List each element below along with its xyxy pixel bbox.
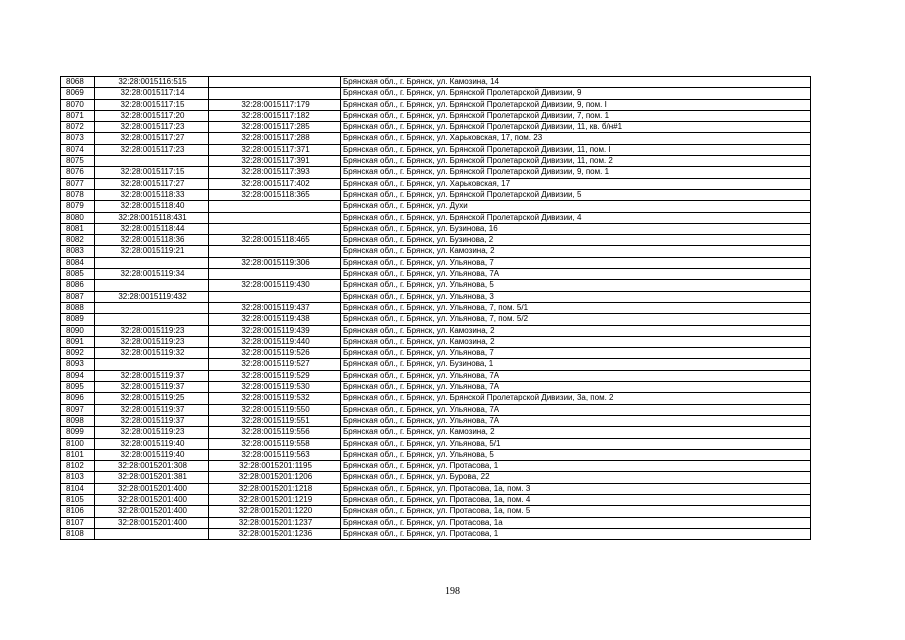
row-number-cell: 8103	[61, 472, 95, 483]
row-number-cell: 8093	[61, 359, 95, 370]
cadastral-number-cell: 32:28:0015116:515	[95, 77, 209, 88]
row-number-cell: 8085	[61, 269, 95, 280]
secondary-cadastral-number-cell: 32:28:0015117:182	[209, 110, 341, 121]
secondary-cadastral-number-cell: 32:28:0015201:1218	[209, 483, 341, 494]
secondary-cadastral-number-cell: 32:28:0015119:551	[209, 415, 341, 426]
cadastral-number-cell	[95, 528, 209, 539]
cadastral-number-cell: 32:28:0015118:40	[95, 201, 209, 212]
secondary-cadastral-number-cell: 32:28:0015201:1220	[209, 506, 341, 517]
table-row	[61, 122, 811, 133]
address-cell: Брянская обл., г. Брянск, ул. Ульянова, 7А	[341, 382, 811, 393]
table-row	[61, 235, 811, 246]
cadastral-number-cell: 32:28:0015118:431	[95, 212, 209, 223]
row-number-cell: 8100	[61, 438, 95, 449]
secondary-cadastral-number-cell: 32:28:0015117:371	[209, 144, 341, 155]
table-row	[61, 483, 811, 494]
table-row	[61, 359, 811, 370]
row-number-cell: 8075	[61, 156, 95, 167]
table-row	[61, 461, 811, 472]
cadastral-number-cell	[95, 280, 209, 291]
cadastral-number-cell: 32:28:0015119:40	[95, 449, 209, 460]
cadastral-number-cell: 32:28:0015117:15	[95, 99, 209, 110]
address-cell: Брянская обл., г. Брянск, ул. Брянской Пролетарской Дивизии, 11, кв. б/н#1	[341, 122, 811, 133]
cadastral-number-cell: 32:28:0015118:36	[95, 235, 209, 246]
row-number-cell: 8104	[61, 483, 95, 494]
row-number-cell: 8084	[61, 257, 95, 268]
table-row	[61, 472, 811, 483]
row-number-cell: 8076	[61, 167, 95, 178]
table-row	[61, 167, 811, 178]
table-row	[61, 269, 811, 280]
table-row	[61, 427, 811, 438]
row-number-cell: 8089	[61, 314, 95, 325]
address-cell: Брянская обл., г. Брянск, ул. Камозина, 2	[341, 325, 811, 336]
row-number-cell: 8077	[61, 178, 95, 189]
cadastral-number-cell: 32:28:0015201:400	[95, 517, 209, 528]
table-row	[61, 201, 811, 212]
row-number-cell: 8088	[61, 302, 95, 313]
row-number-cell: 8097	[61, 404, 95, 415]
table-row	[61, 88, 811, 99]
row-number-cell: 8086	[61, 280, 95, 291]
cadastral-number-cell: 32:28:0015118:44	[95, 223, 209, 234]
row-number-cell: 8101	[61, 449, 95, 460]
secondary-cadastral-number-cell: 32:28:0015119:430	[209, 280, 341, 291]
table-row	[61, 348, 811, 359]
row-number-cell: 8098	[61, 415, 95, 426]
secondary-cadastral-number-cell: 32:28:0015119:306	[209, 257, 341, 268]
table-row	[61, 246, 811, 257]
secondary-cadastral-number-cell	[209, 212, 341, 223]
cadastral-number-cell: 32:28:0015119:37	[95, 370, 209, 381]
row-number-cell: 8068	[61, 77, 95, 88]
address-cell: Брянская обл., г. Брянск, ул. Брянской Пролетарской Дивизии, 3а, пом. 2	[341, 393, 811, 404]
cadastral-number-cell: 32:28:0015118:33	[95, 189, 209, 200]
table-row	[61, 156, 811, 167]
table-row	[61, 291, 811, 302]
address-cell: Брянская обл., г. Брянск, ул. Брянской Пролетарской Дивизии, 11, пом. 2	[341, 156, 811, 167]
cadastral-number-cell: 32:28:0015201:381	[95, 472, 209, 483]
table-row	[61, 189, 811, 200]
address-cell: Брянская обл., г. Брянск, ул. Ульянова, 7А	[341, 404, 811, 415]
row-number-cell: 8090	[61, 325, 95, 336]
row-number-cell: 8074	[61, 144, 95, 155]
secondary-cadastral-number-cell: 32:28:0015119:527	[209, 359, 341, 370]
cadastral-number-cell	[95, 156, 209, 167]
cadastral-number-cell: 32:28:0015119:25	[95, 393, 209, 404]
table-row	[61, 494, 811, 505]
secondary-cadastral-number-cell: 32:28:0015119:530	[209, 382, 341, 393]
row-number-cell: 8080	[61, 212, 95, 223]
table-row	[61, 302, 811, 313]
address-cell: Брянская обл., г. Брянск, ул. Брянской Пролетарской Дивизии, 11, пом. I	[341, 144, 811, 155]
address-cell: Брянская обл., г. Брянск, ул. Протасова, 1	[341, 461, 811, 472]
address-cell: Брянская обл., г. Брянск, ул. Камозина, 14	[341, 77, 811, 88]
secondary-cadastral-number-cell: 32:28:0015119:438	[209, 314, 341, 325]
address-cell: Брянская обл., г. Брянск, ул. Брянской Пролетарской Дивизии, 9, пом. 1	[341, 167, 811, 178]
table-row	[61, 178, 811, 189]
cadastral-number-cell	[95, 257, 209, 268]
cadastral-number-cell: 32:28:0015117:20	[95, 110, 209, 121]
secondary-cadastral-number-cell: 32:28:0015201:1219	[209, 494, 341, 505]
table-row	[61, 393, 811, 404]
row-number-cell: 8108	[61, 528, 95, 539]
address-cell: Брянская обл., г. Брянск, ул. Брянской Пролетарской Дивизии, 9, пом. I	[341, 99, 811, 110]
secondary-cadastral-number-cell: 32:28:0015119:439	[209, 325, 341, 336]
secondary-cadastral-number-cell: 32:28:0015117:288	[209, 133, 341, 144]
secondary-cadastral-number-cell: 32:28:0015119:556	[209, 427, 341, 438]
table-row	[61, 336, 811, 347]
secondary-cadastral-number-cell: 32:28:0015119:526	[209, 348, 341, 359]
row-number-cell: 8073	[61, 133, 95, 144]
address-cell: Брянская обл., г. Брянск, ул. Бузинова, 1	[341, 359, 811, 370]
row-number-cell: 8107	[61, 517, 95, 528]
address-cell: Брянская обл., г. Брянск, ул. Харьковская, 17, пом. 23	[341, 133, 811, 144]
table-row	[61, 223, 811, 234]
table-row	[61, 110, 811, 121]
table-row	[61, 99, 811, 110]
cadastral-number-cell: 32:28:0015117:14	[95, 88, 209, 99]
cadastral-number-cell: 32:28:0015201:400	[95, 494, 209, 505]
secondary-cadastral-number-cell	[209, 246, 341, 257]
address-cell: Брянская обл., г. Брянск, ул. Камозина, 2	[341, 246, 811, 257]
address-cell: Брянская обл., г. Брянск, ул. Протасова, 1а	[341, 517, 811, 528]
secondary-cadastral-number-cell	[209, 201, 341, 212]
row-number-cell: 8092	[61, 348, 95, 359]
row-number-cell: 8096	[61, 393, 95, 404]
cadastral-number-cell: 32:28:0015201:400	[95, 483, 209, 494]
cadastral-number-cell: 32:28:0015201:400	[95, 506, 209, 517]
address-cell: Брянская обл., г. Брянск, ул. Ульянова, 7А	[341, 269, 811, 280]
row-number-cell: 8071	[61, 110, 95, 121]
table-row	[61, 449, 811, 460]
cadastral-number-cell: 32:28:0015119:23	[95, 325, 209, 336]
table-row	[61, 133, 811, 144]
row-number-cell: 8102	[61, 461, 95, 472]
address-cell: Брянская обл., г. Брянск, ул. Протасова, 1а, пом. 3	[341, 483, 811, 494]
row-number-cell: 8106	[61, 506, 95, 517]
address-cell: Брянская обл., г. Брянск, ул. Ульянова, 5	[341, 449, 811, 460]
cadastral-number-cell: 32:28:0015201:308	[95, 461, 209, 472]
address-cell: Брянская обл., г. Брянск, ул. Ульянова, 7, пом. 5/1	[341, 302, 811, 313]
row-number-cell: 8091	[61, 336, 95, 347]
address-cell: Брянская обл., г. Брянск, ул. Ульянова, 7	[341, 348, 811, 359]
address-cell: Брянская обл., г. Брянск, ул. Бурова, 22	[341, 472, 811, 483]
table-row	[61, 370, 811, 381]
row-number-cell: 8072	[61, 122, 95, 133]
secondary-cadastral-number-cell: 32:28:0015119:550	[209, 404, 341, 415]
cadastral-number-cell: 32:28:0015119:37	[95, 404, 209, 415]
address-cell: Брянская обл., г. Брянск, ул. Брянской Пролетарской Дивизии, 4	[341, 212, 811, 223]
address-cell: Брянская обл., г. Брянск, ул. Ульянова, 5/1	[341, 438, 811, 449]
secondary-cadastral-number-cell	[209, 77, 341, 88]
secondary-cadastral-number-cell: 32:28:0015117:179	[209, 99, 341, 110]
cadastral-number-cell: 32:28:0015117:15	[95, 167, 209, 178]
row-number-cell: 8087	[61, 291, 95, 302]
table-row	[61, 77, 811, 88]
cadastral-number-cell: 32:28:0015119:37	[95, 415, 209, 426]
secondary-cadastral-number-cell: 32:28:0015118:465	[209, 235, 341, 246]
table-row	[61, 404, 811, 415]
address-cell: Брянская обл., г. Брянск, ул. Протасова, 1а, пом. 5	[341, 506, 811, 517]
table-row	[61, 506, 811, 517]
table-row	[61, 415, 811, 426]
cadastral-number-cell: 32:28:0015119:40	[95, 438, 209, 449]
secondary-cadastral-number-cell: 32:28:0015119:532	[209, 393, 341, 404]
table-row	[61, 212, 811, 223]
table-row	[61, 382, 811, 393]
cadastral-number-cell	[95, 302, 209, 313]
secondary-cadastral-number-cell: 32:28:0015119:529	[209, 370, 341, 381]
row-number-cell: 8070	[61, 99, 95, 110]
table-row	[61, 280, 811, 291]
address-cell: Брянская обл., г. Брянск, ул. Ульянова, 7	[341, 257, 811, 268]
row-number-cell: 8079	[61, 201, 95, 212]
row-number-cell: 8069	[61, 88, 95, 99]
secondary-cadastral-number-cell: 32:28:0015119:440	[209, 336, 341, 347]
address-cell: Брянская обл., г. Брянск, ул. Брянской Пролетарской Дивизии, 7, пом. 1	[341, 110, 811, 121]
cadastral-number-cell: 32:28:0015119:23	[95, 427, 209, 438]
table-row	[61, 314, 811, 325]
address-cell: Брянская обл., г. Брянск, ул. Брянской Пролетарской Дивизии, 5	[341, 189, 811, 200]
cadastral-number-cell	[95, 359, 209, 370]
address-cell: Брянская обл., г. Брянск, ул. Бузинова, 2	[341, 235, 811, 246]
table-row	[61, 144, 811, 155]
row-number-cell: 8083	[61, 246, 95, 257]
row-number-cell: 8078	[61, 189, 95, 200]
address-cell: Брянская обл., г. Брянск, ул. Харьковская, 17	[341, 178, 811, 189]
row-number-cell: 8082	[61, 235, 95, 246]
secondary-cadastral-number-cell: 32:28:0015117:391	[209, 156, 341, 167]
address-cell: Брянская обл., г. Брянск, ул. Брянской Пролетарской Дивизии, 9	[341, 88, 811, 99]
secondary-cadastral-number-cell: 32:28:0015119:437	[209, 302, 341, 313]
cadastral-number-cell: 32:28:0015117:23	[95, 144, 209, 155]
table-row	[61, 438, 811, 449]
row-number-cell: 8105	[61, 494, 95, 505]
cadastral-number-cell: 32:28:0015119:37	[95, 382, 209, 393]
cadastral-number-cell: 32:28:0015119:21	[95, 246, 209, 257]
address-cell: Брянская обл., г. Брянск, ул. Протасова, 1а, пом. 4	[341, 494, 811, 505]
secondary-cadastral-number-cell: 32:28:0015201:1237	[209, 517, 341, 528]
secondary-cadastral-number-cell: 32:28:0015117:402	[209, 178, 341, 189]
table-row	[61, 528, 811, 539]
row-number-cell: 8099	[61, 427, 95, 438]
secondary-cadastral-number-cell: 32:28:0015201:1195	[209, 461, 341, 472]
address-cell: Брянская обл., г. Брянск, ул. Ульянова, 5	[341, 280, 811, 291]
secondary-cadastral-number-cell: 32:28:0015201:1236	[209, 528, 341, 539]
row-number-cell: 8095	[61, 382, 95, 393]
row-number-cell: 8081	[61, 223, 95, 234]
cadastral-number-cell	[95, 314, 209, 325]
registry-table-body	[61, 77, 811, 540]
row-number-cell: 8094	[61, 370, 95, 381]
address-cell: Брянская обл., г. Брянск, ул. Духи	[341, 201, 811, 212]
secondary-cadastral-number-cell: 32:28:0015118:365	[209, 189, 341, 200]
cadastral-number-cell: 32:28:0015117:27	[95, 133, 209, 144]
table-row	[61, 517, 811, 528]
secondary-cadastral-number-cell: 32:28:0015119:558	[209, 438, 341, 449]
cadastral-number-cell: 32:28:0015119:23	[95, 336, 209, 347]
secondary-cadastral-number-cell: 32:28:0015119:563	[209, 449, 341, 460]
address-cell: Брянская обл., г. Брянск, ул. Протасова, 1	[341, 528, 811, 539]
secondary-cadastral-number-cell	[209, 223, 341, 234]
secondary-cadastral-number-cell	[209, 291, 341, 302]
cadastral-number-cell: 32:28:0015117:27	[95, 178, 209, 189]
table-row	[61, 257, 811, 268]
secondary-cadastral-number-cell: 32:28:0015117:393	[209, 167, 341, 178]
cadastral-number-cell: 32:28:0015119:432	[95, 291, 209, 302]
address-cell: Брянская обл., г. Брянск, ул. Ульянова, 7А	[341, 415, 811, 426]
address-cell: Брянская обл., г. Брянск, ул. Бузинова, 16	[341, 223, 811, 234]
secondary-cadastral-number-cell	[209, 269, 341, 280]
cadastral-number-cell: 32:28:0015117:23	[95, 122, 209, 133]
secondary-cadastral-number-cell: 32:28:0015201:1206	[209, 472, 341, 483]
address-cell: Брянская обл., г. Брянск, ул. Ульянова, 7А	[341, 370, 811, 381]
page-number: 198	[445, 586, 460, 597]
address-cell: Брянская обл., г. Брянск, ул. Камозина, 2	[341, 336, 811, 347]
registry-table	[60, 76, 811, 540]
secondary-cadastral-number-cell	[209, 88, 341, 99]
address-cell: Брянская обл., г. Брянск, ул. Ульянова, 3	[341, 291, 811, 302]
table-row	[61, 325, 811, 336]
address-cell: Брянская обл., г. Брянск, ул. Камозина, 2	[341, 427, 811, 438]
address-cell: Брянская обл., г. Брянск, ул. Ульянова, 7, пом. 5/2	[341, 314, 811, 325]
cadastral-number-cell: 32:28:0015119:34	[95, 269, 209, 280]
cadastral-number-cell: 32:28:0015119:32	[95, 348, 209, 359]
secondary-cadastral-number-cell: 32:28:0015117:285	[209, 122, 341, 133]
